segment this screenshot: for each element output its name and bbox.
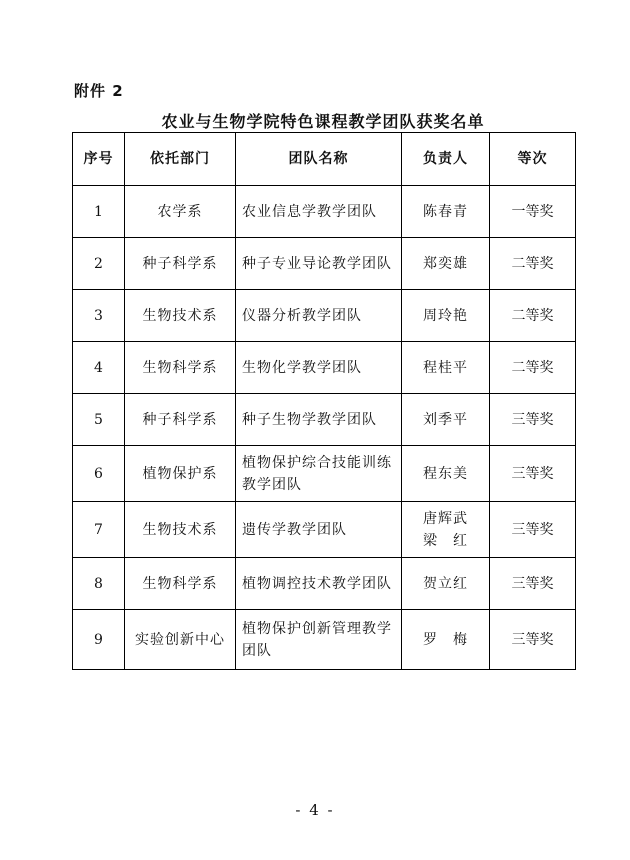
leader-name: 梁 红 (423, 532, 468, 549)
header-leader: 负责人 (402, 133, 490, 186)
leader-name: 罗 梅 (423, 631, 468, 648)
cell-leader (402, 446, 490, 502)
table-row (73, 186, 576, 238)
cell-department: 生物技术系 (125, 502, 236, 558)
leader-name: 郑奕雄 (423, 255, 468, 272)
leader-name: 周玲艳 (423, 307, 468, 324)
table-body (73, 186, 576, 670)
cell-seq: 7 (73, 502, 125, 558)
cell-seq: 1 (73, 186, 125, 238)
leader-name: 刘季平 (423, 411, 468, 428)
cell-department: 植物保护系 (125, 446, 236, 502)
cell-seq: 9 (73, 610, 125, 670)
cell-team: 种子生物学教学团队 (236, 394, 402, 446)
cell-team: 生物化学教学团队 (236, 342, 402, 394)
leader-name: 陈春青 (423, 203, 468, 220)
cell-team: 种子专业导论教学团队 (236, 238, 402, 290)
document-title: 农业与生物学院特色课程教学团队获奖名单 (161, 112, 485, 131)
cell-grade: 二等奖 (490, 238, 576, 290)
header-department: 依托部门 (125, 133, 236, 186)
cell-department: 农学系 (125, 186, 236, 238)
table-row (73, 394, 576, 446)
leader-name: 程桂平 (423, 359, 468, 376)
header-team: 团队名称 (236, 133, 402, 186)
cell-team: 植物保护综合技能训练教学团队 (236, 446, 402, 502)
cell-grade: 一等奖 (490, 186, 576, 238)
table-row (73, 290, 576, 342)
attachment-label: 附件 2 (74, 82, 124, 100)
cell-grade: 三等奖 (490, 502, 576, 558)
cell-grade: 二等奖 (490, 290, 576, 342)
cell-department: 种子科学系 (125, 238, 236, 290)
cell-seq: 3 (73, 290, 125, 342)
cell-leader (402, 290, 490, 342)
leader-name: 贺立红 (423, 575, 468, 592)
cell-seq: 8 (73, 558, 125, 610)
award-list-table (72, 132, 576, 670)
cell-department: 生物技术系 (125, 290, 236, 342)
cell-team: 遗传学教学团队 (236, 502, 402, 558)
cell-leader (402, 342, 490, 394)
table-row (73, 238, 576, 290)
leader-name: 程东美 (423, 465, 468, 482)
cell-leader (402, 394, 490, 446)
cell-leader (402, 558, 490, 610)
cell-department: 实验创新中心 (125, 610, 236, 670)
table-row (73, 342, 576, 394)
cell-seq: 4 (73, 342, 125, 394)
page-number: - 4 - (295, 801, 335, 819)
cell-grade: 三等奖 (490, 610, 576, 670)
cell-leader (402, 238, 490, 290)
cell-leader (402, 186, 490, 238)
table-row (73, 446, 576, 502)
cell-team: 植物调控技术教学团队 (236, 558, 402, 610)
cell-leader (402, 502, 490, 558)
table-row (73, 610, 576, 670)
table-row (73, 502, 576, 558)
cell-department: 生物科学系 (125, 558, 236, 610)
cell-department: 种子科学系 (125, 394, 236, 446)
cell-seq: 6 (73, 446, 125, 502)
cell-team: 农业信息学教学团队 (236, 186, 402, 238)
header-grade: 等次 (490, 133, 576, 186)
cell-team: 仪器分析教学团队 (236, 290, 402, 342)
cell-grade: 二等奖 (490, 342, 576, 394)
table-header-row (73, 133, 576, 186)
cell-grade: 三等奖 (490, 558, 576, 610)
cell-department: 生物科学系 (125, 342, 236, 394)
cell-team: 植物保护创新管理教学团队 (236, 610, 402, 670)
table-row (73, 558, 576, 610)
cell-grade: 三等奖 (490, 394, 576, 446)
cell-grade: 三等奖 (490, 446, 576, 502)
cell-seq: 2 (73, 238, 125, 290)
cell-leader (402, 610, 490, 670)
cell-seq: 5 (73, 394, 125, 446)
header-seq: 序号 (73, 133, 125, 186)
leader-name: 唐辉武 (423, 510, 468, 527)
